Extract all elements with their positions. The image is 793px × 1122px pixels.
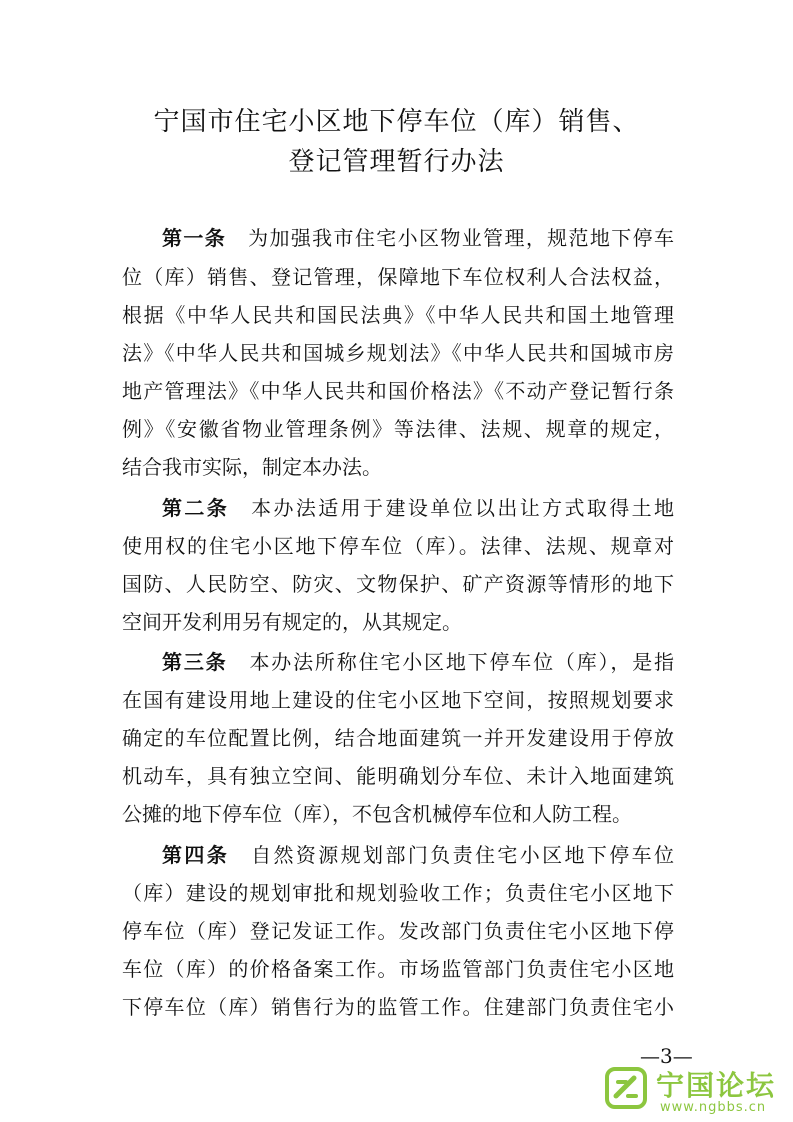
article-3-line-2: 在国有建设用地上建设的住宅小区地下空间，按照规划要求 — [122, 688, 674, 712]
article-1-line-1: 第一条 为加强我市住宅小区物业管理，规范地下停车 — [162, 226, 675, 250]
article-1-line-3: 根据《中华人民共和国民法典》《中华人民共和国土地管理 — [122, 303, 674, 327]
article-label: 第二条 — [162, 496, 230, 520]
article-2-line-3: 国防、人民防空、防灾、文物保护、矿产资源等情形的地下 — [122, 572, 674, 596]
forum-name: 宁国论坛 — [656, 1069, 777, 1102]
article-4-line-4: 车位（库）的价格备案工作。市场监管部门负责住宅小区地 — [122, 957, 674, 981]
article-label: 第一条 — [162, 226, 227, 250]
article-label: 第四条 — [162, 843, 230, 867]
forum-url: www.ngbbs.cn — [660, 1100, 767, 1115]
article-3-line-5: 公摊的地下停车位（库），不包含机械停车位和人防工程。 — [122, 802, 632, 826]
article-3-line-4: 机动车，具有独立空间、能明确划分车位、未计入地面建筑 — [122, 764, 674, 788]
article-4-line-1: 第四条 自然资源规划部门负责住宅小区地下停车位 — [162, 843, 675, 867]
page-number: —3— — [640, 1044, 693, 1068]
document-title-line-2: 登记管理暂行办法 — [288, 147, 505, 177]
forum-logo-icon — [604, 1066, 648, 1110]
article-4-line-3: 停车位（库）登记发证工作。发改部门负责住宅小区地下停 — [122, 919, 674, 943]
article-1-line-2: 位（库）销售、登记管理，保障地下车位权利人合法权益， — [122, 265, 674, 289]
document-title-line-1: 宁国市住宅小区地下停车位（库）销售、 — [153, 107, 640, 137]
article-1-line-7: 结合我市实际，制定本办法。 — [122, 455, 382, 479]
article-2-line-2: 使用权的住宅小区地下停车位（库）。法律、法规、规章对 — [122, 534, 674, 558]
article-3-line-1: 第三条 本办法所称住宅小区地下停车位（库），是指 — [162, 650, 675, 674]
article-4-line-2: （库）建设的规划审批和规划验收工作；负责住宅小区地下 — [122, 881, 674, 905]
article-4-line-5: 下停车位（库）销售行为的监管工作。住建部门负责住宅小 — [122, 995, 674, 1019]
article-1-line-5: 地产管理法》《中华人民共和国价格法》《不动产登记暂行条 — [122, 379, 674, 403]
article-2-line-4: 空间开发利用另有规定的，从其规定。 — [122, 610, 462, 634]
article-2-line-1: 第二条 本办法适用于建设单位以出让方式取得土地 — [162, 496, 675, 520]
article-3-line-3: 确定的车位配置比例，结合地面建筑一并开发建设用于停放 — [122, 726, 674, 750]
article-1-line-6: 例》《安徽省物业管理条例》等法律、法规、规章的规定， — [122, 417, 674, 441]
article-1-line-4: 法》《中华人民共和国城乡规划法》《中华人民共和国城市房 — [122, 341, 674, 365]
forum-watermark-logo[interactable] — [604, 1066, 784, 1120]
article-label: 第三条 — [162, 650, 228, 674]
